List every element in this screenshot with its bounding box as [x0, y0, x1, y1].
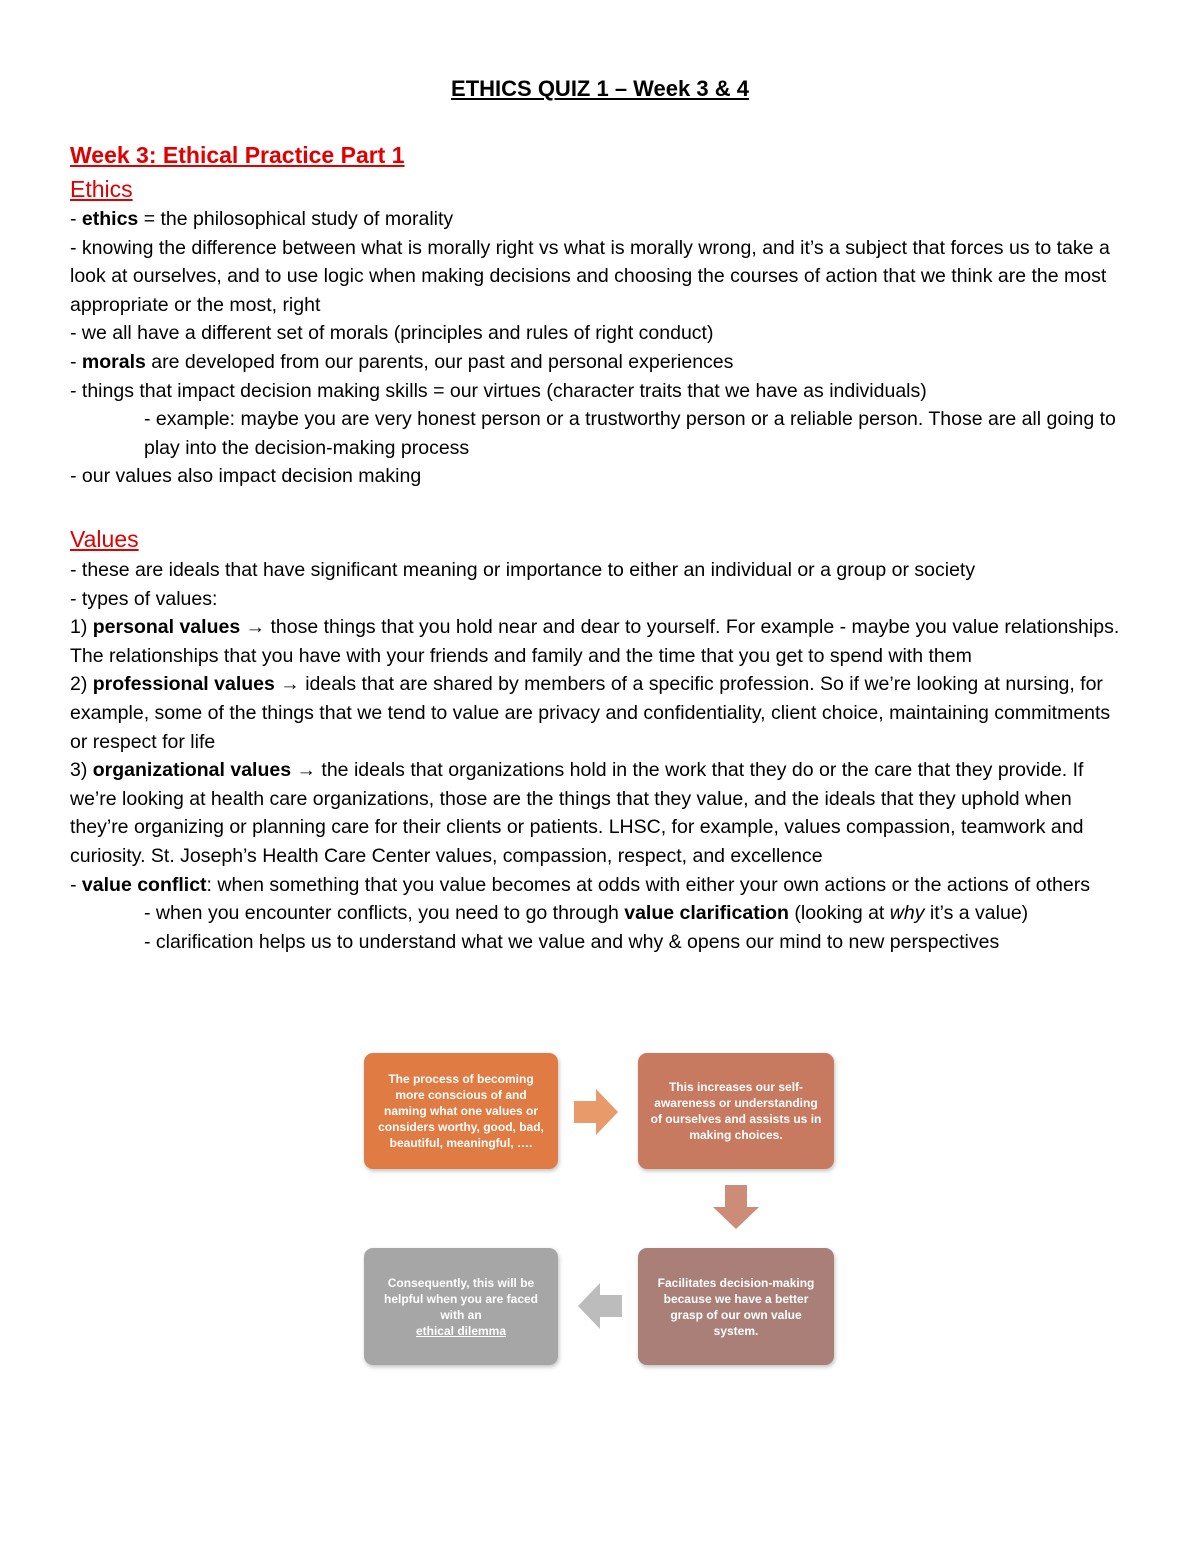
value-type-personal: 1) personal values → those things that you hold near and dear to yourself. For example - maybe you value relationships. The relationships that you have with your friends and family and the time that you get to spend with them — [70, 616, 1120, 667]
morals-term: morals — [81, 350, 146, 373]
ethics-term: ethics — [81, 208, 139, 230]
value-conflict-line: - value conflict: when something that you value becomes at odds with either your own actions or the actions of others — [70, 873, 1090, 896]
arrow-left-icon — [578, 1283, 622, 1329]
diagram-box-decision-making: Facilitates decision-making because we have a better grasp of our own value system. — [638, 1248, 834, 1365]
ethics-line: - knowing the difference between what is morally right vs what is morally wrong, and it’s a subject that forces us to take a look at ourselves, and to use logic when making decisions and choosing the courses of action that we think are the most appropriate or the most, right — [70, 236, 1110, 316]
ethics-line: - morals are developed from our parents, our past and personal experiences — [70, 350, 734, 373]
ethics-line: - ethics = the philosophical study of morality — [70, 208, 454, 230]
week-heading: Week 3: Ethical Practice Part 1 — [70, 142, 405, 168]
diagram-box-process: The process of becoming more conscious of and naming what one values or considers worthy, good, bad, beautiful, meaningful, …. — [364, 1053, 558, 1169]
arrow-right-icon — [574, 1089, 618, 1135]
ethical-dilemma-term: ethical dilemma — [415, 1323, 507, 1338]
arrow-down-icon — [713, 1185, 759, 1229]
right-arrow-icon: → — [274, 673, 306, 696]
diagram-box-self-awareness: This increases our self-awareness or understanding of ourselves and assists us in making choices. — [638, 1053, 834, 1169]
clarification-line: - clarification helps us to understand what we value and why & opens our mind to new perspectives — [144, 930, 1000, 953]
document-title: ETHICS QUIZ 1 – Week 3 & 4 — [451, 76, 749, 101]
ethics-heading: Ethics — [70, 176, 133, 202]
values-line: - types of values: — [70, 587, 218, 610]
right-arrow-icon: → — [240, 616, 271, 639]
organizational-values-term: organizational values → — [92, 759, 322, 782]
ethics-line: - our values also impact decision making — [70, 465, 422, 488]
personal-values-term: personal values → — [92, 616, 271, 639]
values-line: - these are ideals that have significant meaning or importance to either an individual or a group or society — [70, 559, 976, 581]
value-conflict-term: value conflict — [81, 873, 207, 896]
diagram-box-ethical-dilemma: Consequently, this will be helpful when you are faced with an ethical dilemma — [364, 1248, 558, 1365]
value-clarification-line: - when you encounter conflicts, you need to go through value clarification (looking at why it’s a value) — [144, 902, 1029, 925]
value-type-professional: 2) professional values → ideals that are shared by members of a specific profession. So if we’re looking at nursing, for example, some of the things that we tend to value are privacy and confidentiality, client choice, maintaining commitments or respect for life — [70, 673, 1111, 753]
professional-values-term: professional values → — [92, 673, 306, 696]
right-arrow-icon: → — [291, 759, 322, 782]
ethics-line: - we all have a different set of morals (principles and rules of right conduct) — [70, 322, 714, 345]
ethics-section — [70, 205, 1130, 491]
ethics-subline: - example: maybe you are very honest person or a trustworthy person or a reliable person. Those are all going to play into the decision-making process — [144, 408, 1116, 459]
values-section — [70, 556, 1130, 956]
ethics-line: - things that impact decision making skills = our virtues (character traits that we have as individuals) — [70, 379, 927, 402]
value-type-organizational: 3) organizational values → the ideals that organizations hold in the work that they do or the care that they provide. If we’re looking at health care organizations, those are the things that they value, and the ideals that they uphold when they’re organizing or planning care for their clients or patients. LHSC, for example, values compassion, teamwork and curiosity. St. Joseph’s Health Care Center values, compassion, respect, and excellence — [70, 759, 1084, 867]
values-heading: Values — [70, 526, 139, 552]
value-clarification-term: value clarification — [624, 902, 789, 925]
